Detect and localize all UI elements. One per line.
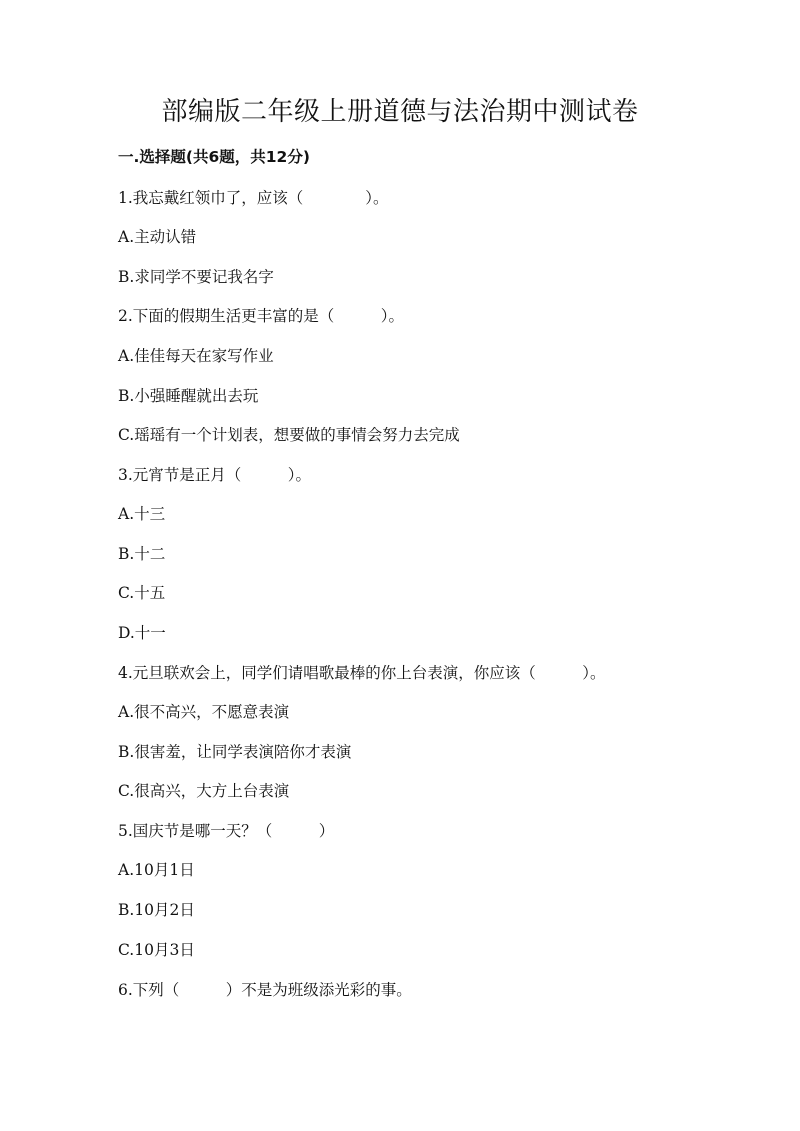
question-1: 1.我忘戴红领巾了，应该（ ）。 — [118, 189, 389, 207]
option-2a: A.佳佳每天在家写作业 — [118, 347, 274, 365]
section-heading: 一.选择题(共6题，共12分) — [118, 148, 310, 166]
option-5a: A.10月1日 — [118, 861, 195, 879]
option-1a: A.主动认错 — [118, 228, 197, 246]
option-5b: B.10月2日 — [118, 901, 195, 919]
option-5c: C.10月3日 — [118, 941, 195, 959]
question-3: 3.元宵节是正月（ ）。 — [118, 466, 312, 484]
option-4a: A.很不高兴，不愿意表演 — [118, 703, 290, 721]
option-4c: C.很高兴，大方上台表演 — [118, 782, 290, 800]
question-5: 5.国庆节是哪一天？（ ） — [118, 822, 335, 840]
question-2: 2.下面的假期生活更丰富的是（ ）。 — [118, 307, 405, 325]
option-3b: B.十二 — [118, 545, 166, 563]
option-3a: A.十三 — [118, 505, 166, 523]
option-1b: B.求同学不要记我名字 — [118, 268, 274, 286]
option-4b: B.很害羞，让同学表演陪你才表演 — [118, 743, 352, 761]
question-4: 4.元旦联欢会上，同学们请唱歌最棒的你上台表演，你应该（ ）。 — [118, 664, 606, 682]
option-2c: C.瑶瑶有一个计划表，想要做的事情会努力去完成 — [118, 426, 460, 444]
question-6: 6.下列（ ）不是为班级添光彩的事。 — [118, 981, 412, 999]
page-title: 部编版二年级上册道德与法治期中测试卷 — [161, 97, 639, 127]
option-2b: B.小强睡醒就出去玩 — [118, 387, 259, 405]
option-3c: C.十五 — [118, 584, 166, 602]
option-3d: D.十一 — [118, 624, 166, 642]
